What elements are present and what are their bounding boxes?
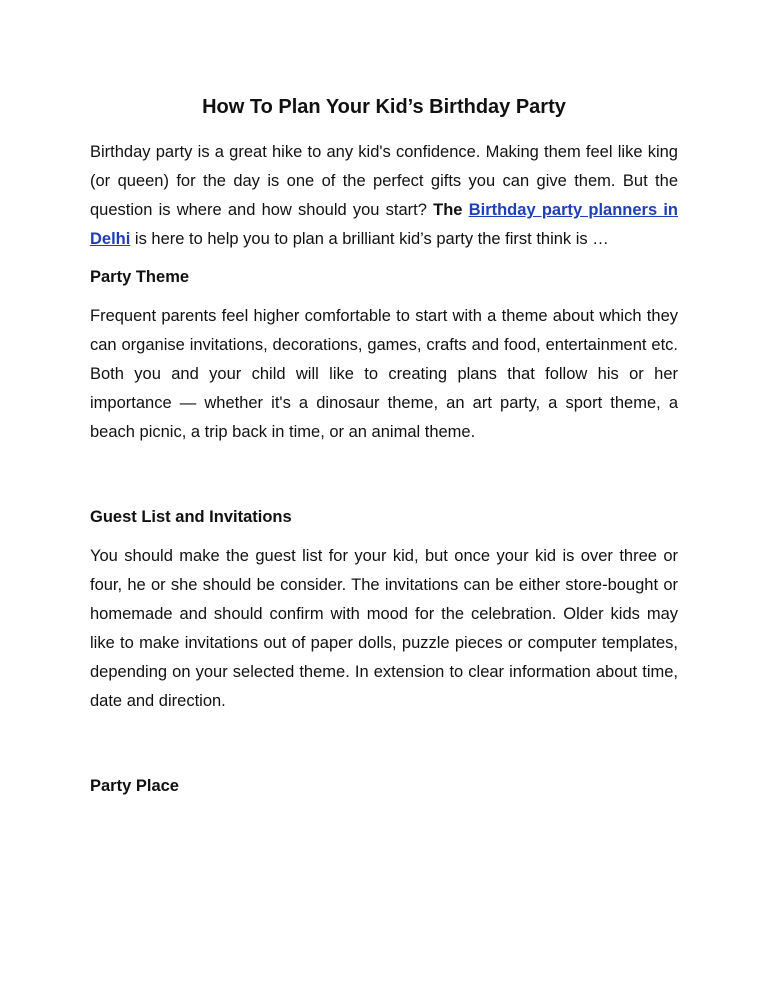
intro-paragraph bbox=[90, 138, 678, 254]
intro-text-after: is here to help you to plan a brilliant kid’s party the first think is … bbox=[130, 230, 609, 248]
document-page bbox=[90, 92, 678, 801]
intro-text-before: Birthday party is a great hike to any kid's confidence. Making them feel like king (or queen) for the day is one of the perfect gifts you can give them. But the question is where and how should you start? bbox=[90, 143, 678, 219]
section-heading-party-theme: Party Theme bbox=[90, 268, 190, 286]
birthday-planners-link[interactable]: Birthday party planners in Delhi bbox=[90, 201, 678, 248]
section-body-party-theme: Frequent parents feel higher comfortable to start with a theme about which they can organise invitations, decorations, games, crafts and food, entertainment etc. Both you and your child will like to creating plans that follow his or her importance — whether it's a dinosaur theme, an art party, a sport theme, a beach picnic, a trip back in time, or an animal theme. bbox=[90, 307, 678, 441]
section-heading-guest-list: Guest List and Invitations bbox=[90, 508, 292, 526]
section-heading-party-place: Party Place bbox=[90, 777, 179, 795]
page-title: How To Plan Your Kid’s Birthday Party bbox=[202, 96, 566, 118]
section-body-guest-list: You should make the guest list for your kid, but once your kid is over three or four, he or she should be consider. The invitations can be either store-bought or homemade and should confirm with mood for the celebration. Older kids may like to make invitations out of paper dolls, puzzle pieces or computer templates, depending on your selected theme. In extension to clear information about time, date and direction. bbox=[90, 547, 678, 710]
intro-bold-the: The bbox=[433, 201, 463, 219]
